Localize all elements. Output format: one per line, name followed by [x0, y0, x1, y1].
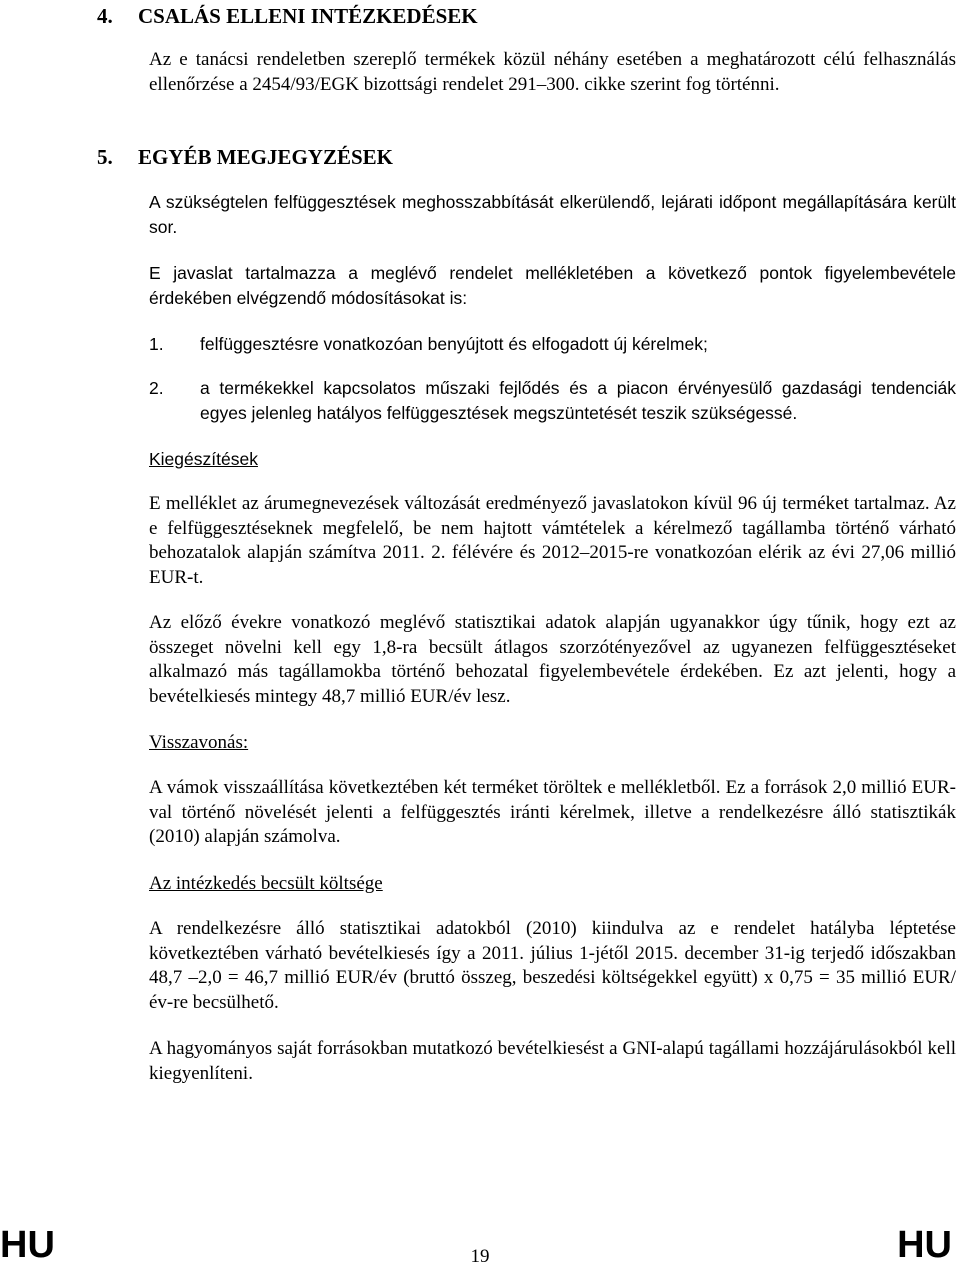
paragraph-gni-compensation: A hagyományos saját forrásokban mutatkozó bevételkiesést a GNI-alapú tagállami hozzájárulásokból kell kiegyenlíteni.	[149, 1038, 956, 1084]
list-item-text: felfüggesztésre vonatkozóan benyújtott és elfogadott új kérelmek;	[200, 334, 708, 354]
subheading-kiegeszitesek: Kiegészítések	[149, 449, 258, 469]
list-item-number: 1.	[149, 334, 164, 354]
paragraph-withdrawal: A vámok visszaállítása következtében két terméket töröltek e mellékletből. Ez a források 2,0 millió EUR-val történő növelését jelenti a felfüggesztés iránti kérelmek, illetve a rendelkezésre álló statisztikák (2010) alapján számolva.	[149, 777, 956, 847]
paragraph-end-use-control: Az e tanácsi rendeletben szereplő termékek közül néhány esetében a meghatározott célú felhasználás ellenőrzése a 2454/93/EGK bizottsági rendelet 291–300. cikke szerint fog történni.	[149, 49, 956, 95]
footer-language-code-left: HU	[0, 1224, 55, 1266]
section-number: 5.	[97, 145, 113, 169]
section-title: EGYÉB MEGJEGYZÉSEK	[138, 145, 393, 169]
list-item-text: a termékekkel kapcsolatos műszaki fejlődés és a piacon érvényesülő gazdasági tendenciák egyes jelenleg hatályos felfüggesztések megszüntetését teszik szükségessé.	[200, 378, 956, 423]
section-number: 4.	[97, 4, 113, 28]
list-item-number: 2.	[149, 378, 164, 398]
paragraph-cost-calculation: A rendelkezésre álló statisztikai adatokból (2010) kiindulva az e rendelet hatályba léptetése következtében várható bevételkiesés így a 2011. július 1-jétől 2015. december 31-ig terjedő időszakban 48,7 –2,0 = 46,7 millió EUR/év (bruttó összeg, beszedési költségekkel együtt) x 0,75 = 35 millió EUR/év-re becsülhető.	[149, 918, 956, 1013]
paragraph-statistics-multiplier: Az előző évekre vonatkozó meglévő statisztikai adatok alapján ugyanakkor úgy tűnik, hogy ezt az összeget növelni kell egy 1,8-ra becsült átlagos szorzótényezővel az ugyanezen felfüggesztéseket alkalmazó más tagállamokba történő behozatal figyelembevétele érdekében. Ez azt jelenti, hogy a bevételkiesés mintegy 48,7 millió EUR/év lesz.	[149, 612, 956, 707]
paragraph-new-products: E melléklet az árumegnevezések változását eredményező javaslatokon kívül 96 új terméket tartalmaz. Az e felfüggesztéseknek megfelelő, be nem hajtott vámtételek a kérelmező tagállamba történő várható behozatalok alapján számítva 2011. 2. félévére és 2012–2015-re vonatkozóan elérik az évi 27,06 millió EUR-t.	[149, 493, 956, 588]
paragraph-proposal-amendments: E javaslat tartalmazza a meglévő rendelet mellékletében a következő pontok figyelembevétele érdekében elvégzendő módosításokat is:	[149, 263, 956, 308]
subheading-visszavonas: Visszavonás:	[149, 732, 249, 753]
section-title: CSALÁS ELLENI INTÉZKEDÉSEK	[138, 4, 478, 28]
subheading-estimated-cost: Az intézkedés becsült költsége	[149, 873, 383, 894]
footer-language-code-right: HU	[897, 1224, 952, 1266]
page-number: 19	[470, 1246, 490, 1267]
paragraph-expiry-date: A szükségtelen felfüggesztések meghosszabbítását elkerülendő, lejárati időpont megállapítására került sor.	[149, 192, 956, 237]
